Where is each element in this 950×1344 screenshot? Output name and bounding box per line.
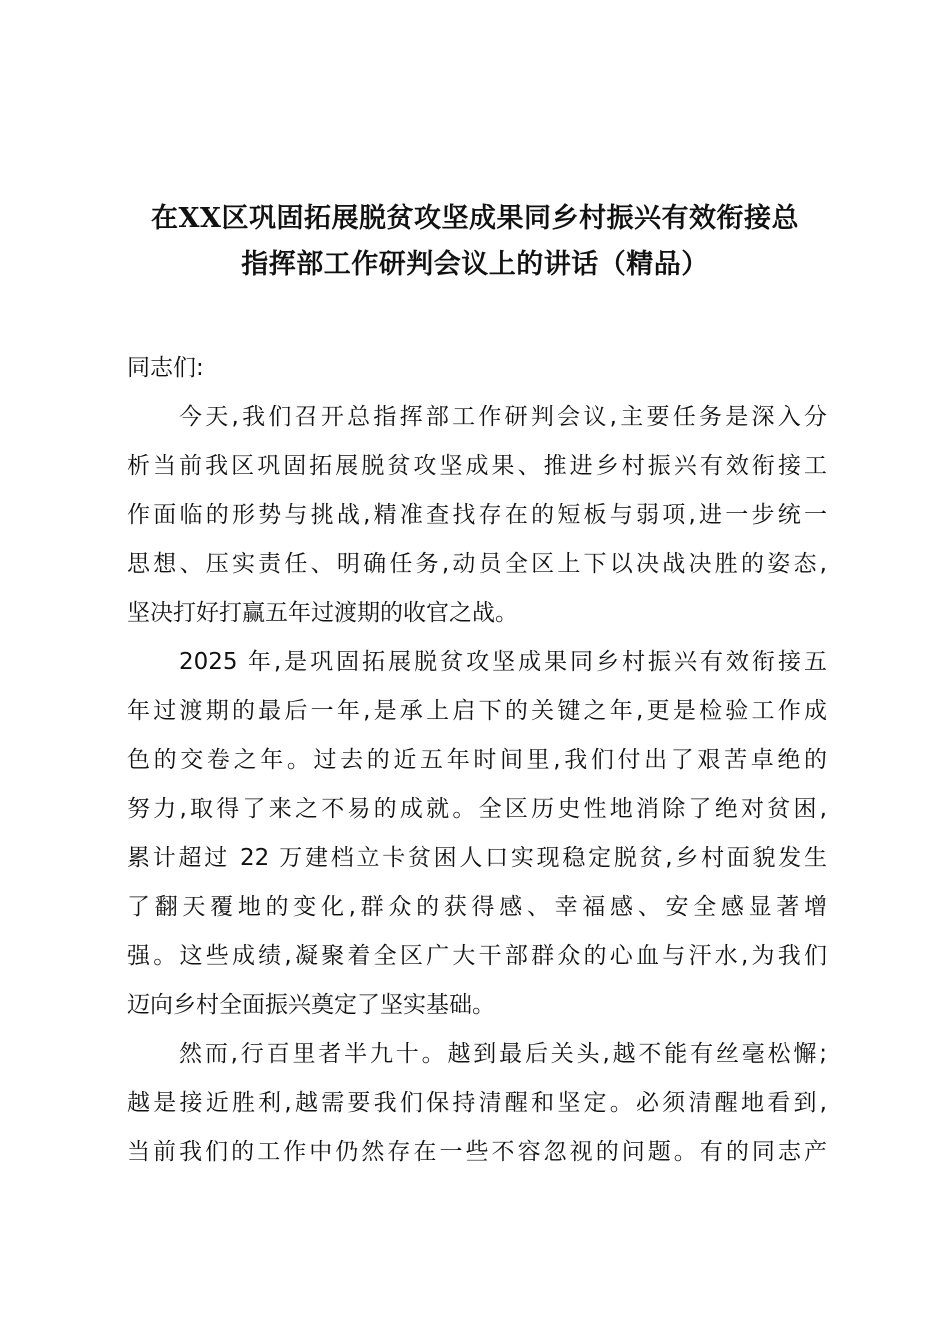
paragraph-line: 作面临的形势与挑战,精准查找存在的短板与弱项,进一步统一 xyxy=(127,502,827,528)
paragraph-line: 色的交卷之年。过去的近五年时间里,我们付出了艰苦卓绝的 xyxy=(127,747,827,773)
paragraph-line: 思想、压实责任、明确任务,动员全区上下以决战决胜的姿态, xyxy=(127,551,827,577)
paragraph-line: 越是接近胜利,越需要我们保持清醒和坚定。必须清醒地看到, xyxy=(127,1090,827,1116)
title-line: 在XX区巩固拓展脱贫攻坚成果同乡村振兴有效衔接总 xyxy=(151,203,799,234)
paragraph-line: 迈向乡村全面振兴奠定了坚实基础。 xyxy=(127,992,495,1018)
document-body xyxy=(127,344,827,1177)
paragraph-2 xyxy=(127,638,827,1030)
paragraph-line: 努力,取得了来之不易的成就。全区历史性地消除了绝对贫困, xyxy=(127,796,827,822)
paragraph-line: 2025 年,是巩固拓展脱贫攻坚成果同乡村振兴有效衔接五 xyxy=(179,649,827,675)
document-title xyxy=(120,196,830,288)
title-line: 指挥部工作研判会议上的讲话（精品） xyxy=(241,249,709,280)
paragraph-line: 累计超过 22 万建档立卡贫困人口实现稳定脱贫,乡村面貌发生 xyxy=(127,845,827,871)
paragraph-line: 强。这些成绩,凝聚着全区广大干部群众的心血与汗水,为我们 xyxy=(127,943,827,969)
paragraph-1 xyxy=(127,393,827,638)
paragraph-line: 然而,行百里者半九十。越到最后关头,越不能有丝毫松懈; xyxy=(179,1041,827,1067)
paragraph-3 xyxy=(127,1030,827,1177)
paragraph-line: 年过渡期的最后一年,是承上启下的关键之年,更是检验工作成 xyxy=(127,698,827,724)
paragraph-line: 当前我们的工作中仍然存在一些不容忽视的问题。有的同志产 xyxy=(127,1139,827,1165)
paragraph-line: 了翻天覆地的变化,群众的获得感、幸福感、安全感显著增 xyxy=(127,894,827,920)
paragraph-line: 坚决打好打赢五年过渡期的收官之战。 xyxy=(127,600,518,626)
paragraph-line: 析当前我区巩固拓展脱贫攻坚成果、推进乡村振兴有效衔接工 xyxy=(127,453,827,479)
paragraph-line: 今天,我们召开总指挥部工作研判会议,主要任务是深入分 xyxy=(179,404,827,430)
salutation: 同志们: xyxy=(127,355,204,381)
